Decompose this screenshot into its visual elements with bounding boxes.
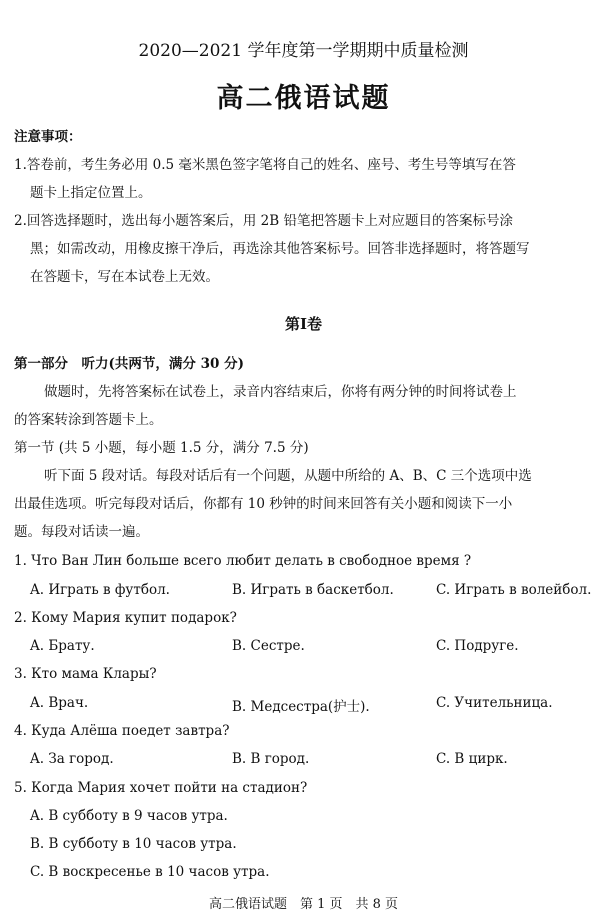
question-1-option-b: B. Играть в баскетбол. bbox=[232, 582, 394, 598]
volume-title: 第Ⅰ卷 bbox=[284, 315, 323, 333]
question-1-option-a: A. Играть в футбол. bbox=[30, 582, 170, 598]
section1-instruction-line-1: 听下面 5 段对话。每段对话后有一个问题，从题中所给的 A、B、C 三个选项中选 bbox=[44, 468, 532, 484]
part1-intro-line-1: 做题时，先将答案标在试卷上，录音内容结束后，你将有两分钟的时间将试卷上 bbox=[44, 384, 517, 400]
notice-item-1-line-1: 1.答卷前，考生务必用 0.5 毫米黑色签字笔将自己的姓名、座号、考生号等填写在答 bbox=[14, 157, 516, 173]
question-2-option-c: C. Подруге. bbox=[436, 638, 519, 654]
question-5-option-b: B. В субботу в 10 часов утра. bbox=[30, 836, 237, 852]
notice-heading: 注意事项： bbox=[14, 129, 82, 145]
question-5: 5. Когда Мария хочет пойти на стадион? bbox=[14, 780, 308, 796]
question-4-option-c: C. В цирк. bbox=[436, 751, 508, 767]
exam-year-line: 2020—2021 学年度第一学期期中质量检测 bbox=[138, 41, 469, 61]
page-footer: 高二俄语试题 第 1 页 共 8 页 bbox=[208, 897, 399, 912]
question-1: 1. Что Ван Лин больше всего любит делать в свободное время ? bbox=[14, 553, 472, 569]
question-3-option-c: C. Учительница. bbox=[436, 695, 553, 711]
question-4: 4. Куда Алёша поедет завтра? bbox=[14, 723, 230, 739]
question-2-option-a: A. Брату. bbox=[30, 638, 95, 654]
part1-heading: 第一部分 听力(共两节，满分 30 分) bbox=[14, 356, 244, 372]
section1-instruction-line-3: 题。每段对话读一遍。 bbox=[14, 524, 149, 540]
question-3-option-b: B. Медсестра(护士). bbox=[232, 699, 370, 715]
section1-heading: 第一节 (共 5 小题，每小题 1.5 分，满分 7.5 分) bbox=[14, 440, 309, 456]
exam-title: 高二俄语试题 bbox=[216, 83, 391, 114]
question-3-option-a: A. Врач. bbox=[30, 695, 89, 711]
question-2-option-b: B. Сестре. bbox=[232, 638, 305, 654]
question-3: 3. Кто мама Клары? bbox=[14, 666, 157, 682]
question-4-option-b: B. В город. bbox=[232, 751, 310, 767]
question-1-option-c: C. Играть в волейбол. bbox=[436, 582, 592, 598]
notice-item-2-line-3: 在答题卡，写在本试卷上无效。 bbox=[30, 269, 219, 285]
section1-instruction-line-2: 出最佳选项。听完每段对话后，你都有 10 秒钟的时间来回答有关小题和阅读下一小 bbox=[14, 496, 513, 512]
notice-item-2-line-2: 黑；如需改动，用橡皮擦干净后，再选涂其他答案标号。回答非选择题时，将答题写 bbox=[30, 241, 530, 257]
question-4-option-a: A. За город. bbox=[30, 751, 114, 767]
part1-intro-line-2: 的答案转涂到答题卡上。 bbox=[14, 412, 163, 428]
notice-item-2-line-1: 2.回答选择题时，选出每小题答案后，用 2B 铅笔把答题卡上对应题目的答案标号涂 bbox=[14, 213, 513, 229]
question-5-option-c: C. В воскресенье в 10 часов утра. bbox=[30, 864, 270, 880]
question-5-option-a: A. В субботу в 9 часов утра. bbox=[30, 808, 228, 824]
question-2: 2. Кому Мария купит подарок? bbox=[14, 610, 237, 626]
notice-item-1-line-2: 题卡上指定位置上。 bbox=[30, 185, 152, 201]
